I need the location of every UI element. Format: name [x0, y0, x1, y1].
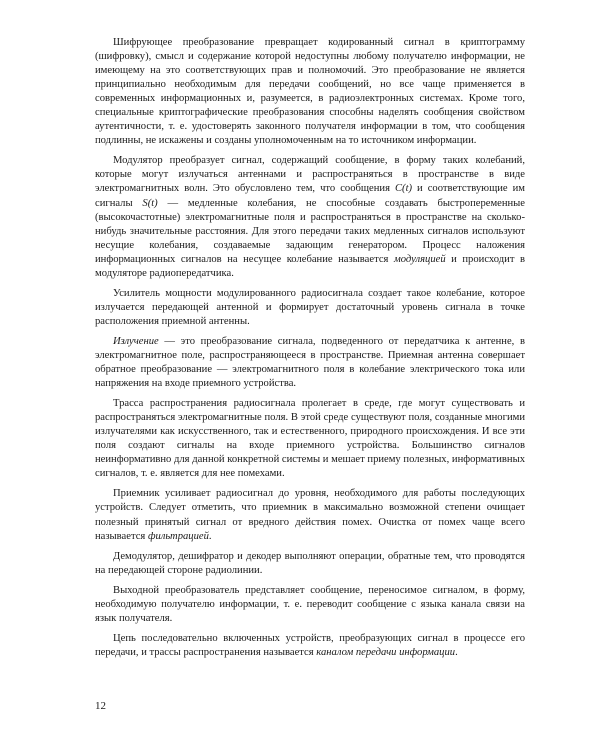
paragraph-amplifier — [95, 287, 525, 329]
page-body — [95, 36, 525, 660]
text-run: Цепь последовательно включенных устройств, преобразующих сигнал в процессе его передачи, и трассы распространения называется — [95, 632, 525, 658]
text-run: Приемник усиливает радиосигнал до уровня, необходимого для работы последующих устройств. Следует отметить, что приемник в максимально возможной степени очищает полезный принятый сигнал от вредного действия помех. Очистка от помех чаще всего называется — [95, 488, 525, 542]
text-run: — это преобразование сигнала, подведенного от передатчика к антенне, в электромагнитное поле, распространяющееся в пространстве. Приемная антенна совершает обратное преобразование — электромагнитного поля в колебание электрического тока или напряжения на входе приемного устройства. — [95, 335, 525, 390]
term-information-channel: каналом передачи информации — [316, 646, 456, 658]
term-filtering: фильтрацией — [147, 530, 209, 542]
text-run: — медленные колебания, не способные создавать быстропеременные (высокочастотные) электромагнитные поля и распространяться в пространстве на сколько-нибудь значительные расстояния. Для этого передачи таких медленных сигналов используют несущие колебания, создаваемые задающим генератором. Процесс наложения информационных сигналов на несущее колебание называется — [95, 197, 526, 265]
term-radiation: Излучение — [113, 335, 159, 347]
text-run: Усилитель мощности модулированного радиосигнала создает такое колебание, которое излучается передающей антенной и формирует достаточный уровень сигнала в точке расположения приемной антенны. — [95, 287, 525, 327]
text-run: Модулятор преобразует сигнал, содержащий сообщение, в форму таких колебаний, которые могут излучаться антеннами и распространяться в пространстве в виде электромагнитных волн. Это обусловлено тем, что сообщения — [95, 155, 525, 195]
formula-message: C(t) — [394, 183, 413, 195]
paragraph-demodulator — [95, 550, 525, 578]
paragraph-output-converter — [95, 584, 525, 626]
paragraph-radiation — [95, 335, 525, 391]
text-run: Трасса распространения радиосигнала пролегает в среде, где могут существовать и распространяться электромагнитные поля. В этой среде существуют поля, созданные многими излучателями как искусственного, так и естественного, природного происхождения. И все эти поля создают сигналы на входе приемного устройства. Большинство сигналов неинформативно для данной конкретной системы и мешает приему полезных, информативных сигналов, т. е. является для нее помехами. — [95, 398, 525, 480]
paragraph-encryption — [95, 36, 525, 148]
paragraph-propagation-path — [95, 397, 525, 481]
formula-signal: S(t) — [142, 197, 158, 209]
page-number: 12 — [95, 700, 106, 712]
paragraph-receiver — [95, 487, 525, 543]
text-run: и происходит в модуляторе радиопередатчика. — [95, 253, 525, 279]
text-run: . — [208, 530, 212, 542]
text-run: Выходной преобразователь представляет сообщение, переносимое сигналом, в форму, необходимую получателю информации, т. е. переводит сообщение с языка канала связи на язык получателя. — [95, 584, 525, 624]
text-run: Шифрующее преобразование превращает кодированный сигнал в криптограмму (шифровку), смысл и содержание которой недоступны любому получателю информации, не имеющему на это соответствующих прав и полномочий. Это преобразование не является принципиально необходимым для передачи сообщений, но все чаще применяется в современных информационных и, разумеется, в радиоэлектронных системах. Кроме того, специальные криптографические преобразования способны наделять сообщения свойством аутентичности, т. е. удостоверять законного получателя информации в том, что сообщения подлинны, не искажены и созданы уполномоченным на то источником информации. — [95, 37, 525, 147]
term-modulation: модуляцией — [393, 253, 446, 265]
paragraph-modulator — [95, 154, 525, 280]
text-run: . — [455, 646, 458, 658]
text-run: и соответствующие им сигналы — [95, 183, 525, 209]
paragraph-channel — [95, 632, 525, 660]
text-run: Демодулятор, дешифратор и декодер выполняют операции, обратные тем, что проводятся на передающей стороне радиолинии. — [95, 550, 525, 576]
